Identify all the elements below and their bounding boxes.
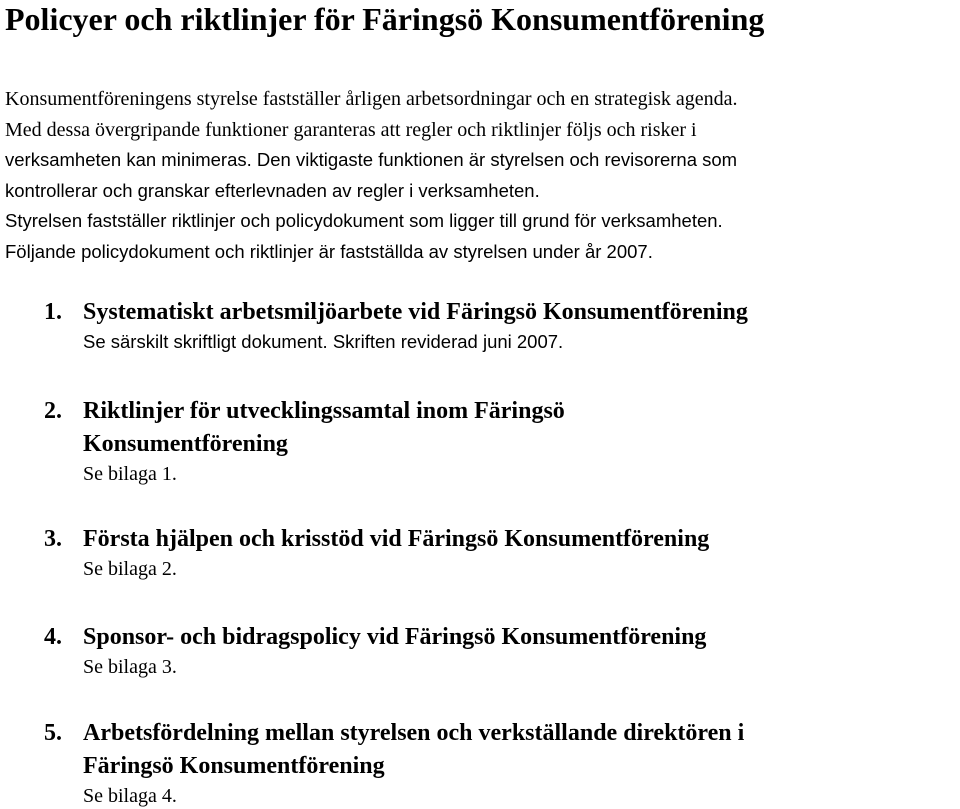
policy-number: 3. <box>44 526 62 552</box>
intro-line: Konsumentföreningens styrelse fastställer årligen arbetsordningar och en strategisk agenda. <box>5 88 738 110</box>
intro-line: Styrelsen fastställer riktlinjer och policydokument som ligger till grund för verksamheten. <box>5 210 723 231</box>
policy-heading-text: Arbetsfördelning mellan styrelsen och verkställande direktören i <box>83 720 745 746</box>
policy-note: Se bilaga 4. <box>83 785 177 807</box>
intro-paragraph <box>5 84 955 267</box>
policy-note: Se bilaga 3. <box>83 656 177 678</box>
policy-item <box>44 621 944 717</box>
policy-item <box>44 395 944 523</box>
policy-heading-text: Första hjälpen och krisstöd vid Färingsö Konsumentförening <box>83 526 710 552</box>
policy-heading <box>44 395 944 461</box>
policy-number: 4. <box>44 624 62 650</box>
policy-heading <box>44 296 944 329</box>
policy-note: Se särskilt skriftligt dokument. Skriften reviderad juni 2007. <box>83 331 564 352</box>
policy-heading-continuation: Färingsö Konsumentförening <box>83 753 385 779</box>
policy-item <box>44 296 944 395</box>
policy-heading-continuation: Konsumentförening <box>83 431 288 457</box>
intro-line: kontrollerar och granskar efterlevnaden av regler i verksamheten. <box>5 179 540 201</box>
intro-line: Följande policydokument och riktlinjer är fastställda av styrelsen under år 2007. <box>5 240 653 262</box>
policy-heading <box>44 523 944 556</box>
intro-line: Med dessa övergripande funktioner garanteras att regler och riktlinjer följs och risker i <box>5 118 697 141</box>
policy-heading-text: Riktlinjer för utvecklingssamtal inom Färingsö <box>83 398 565 424</box>
policy-number: 1. <box>44 299 62 325</box>
policy-note: Se bilaga 1. <box>83 463 177 485</box>
policy-list <box>44 296 944 809</box>
intro-line: verksamheten kan minimeras. Den viktigaste funktionen är styrelsen och revisorerna som <box>5 149 738 170</box>
policy-item <box>44 717 944 809</box>
policy-heading-text: Systematiskt arbetsmiljöarbete vid Färingsö Konsumentförening <box>83 299 748 325</box>
policy-heading <box>44 717 944 783</box>
policy-note: Se bilaga 2. <box>83 558 177 580</box>
policy-item <box>44 523 944 621</box>
policy-heading-text: Sponsor- och bidragspolicy vid Färingsö Konsumentförening <box>83 624 707 650</box>
policy-number: 5. <box>44 720 62 746</box>
document-title: Policyer och riktlinjer för Färingsö Konsumentförening <box>5 1 765 37</box>
policy-heading <box>44 621 944 654</box>
policy-number: 2. <box>44 398 62 424</box>
